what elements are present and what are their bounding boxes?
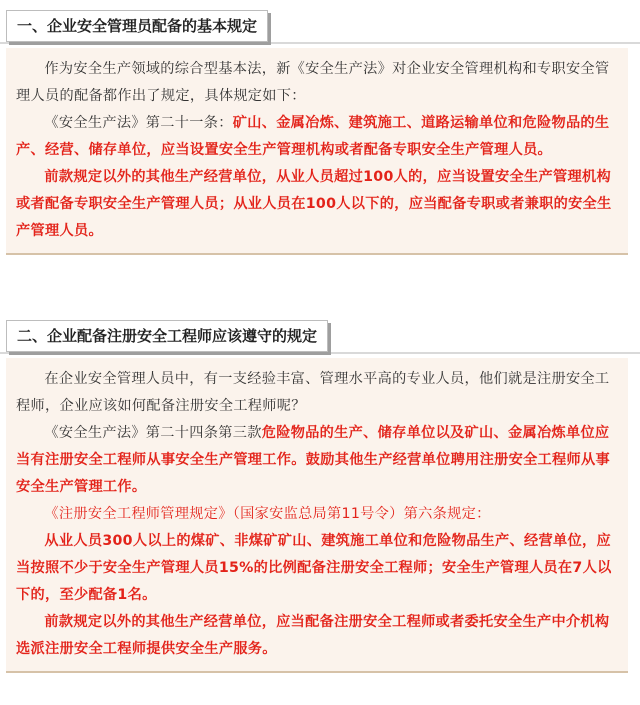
header-divider xyxy=(0,42,640,44)
paragraph xyxy=(16,420,620,501)
section-header xyxy=(0,8,640,48)
section-title: 一、企业安全管理员配备的基本规定 xyxy=(6,10,268,42)
paragraph: 在企业安全管理人员中，有一支经验丰富、管理水平高的专业人员，他们就是注册安全工程师，企业应该如何配备注册安全工程师呢？ xyxy=(16,371,610,414)
header-divider xyxy=(0,352,640,354)
law-text: 矿山、金属冶炼、建筑施工、道路运输单位和危险物品的生产、经营、储存单位，应当设置安全生产管理机构或者配备专职安全生产管理人员。 xyxy=(16,115,610,158)
content-panel xyxy=(6,48,628,255)
paragraph: 从业人员300人以上的煤矿、非煤矿矿山、建筑施工单位和危险物品生产、经营单位，应当按照不少于安全生产管理人员15%的比例配备注册安全工程师；安全生产管理人员在7人以下的，至少配备1名。 xyxy=(16,533,612,603)
paragraph: 前款规定以外的其他生产经营单位，从业人员超过100人的，应当设置安全生产管理机构或者配备专职安全生产管理人员；从业人员在100人以下的，应当配备专职或者兼职的安全生产管理人员。 xyxy=(16,169,612,239)
paragraph xyxy=(16,110,620,164)
section-engineer-rules xyxy=(0,318,640,673)
paragraph: 前款规定以外的其他生产经营单位，应当配备注册安全工程师或者委托安全生产中介机构选派注册安全工程师提供安全生产服务。 xyxy=(16,614,610,657)
section-title: 二、企业配备注册安全工程师应该遵守的规定 xyxy=(6,320,328,352)
law-citation: 《安全生产法》第二十四条第三款 xyxy=(44,425,262,441)
paragraph: 作为安全生产领域的综合型基本法，新《安全生产法》对企业安全管理机构和专职安全管理人员的配备都作出了规定，具体规定如下： xyxy=(16,61,610,104)
section-basic-rules xyxy=(0,8,640,255)
law-citation: 《安全生产法》第二十一条： xyxy=(44,115,233,131)
paragraph: 《注册安全工程师管理规定》（国家安监总局第11号令）第六条规定： xyxy=(44,506,491,522)
law-text: 危险物品的生产、储存单位以及矿山、金属冶炼单位应当有注册安全工程师从事安全生产管理工作。鼓励其他生产经营单位聘用注册安全工程师从事安全生产管理工作。 xyxy=(16,425,610,495)
content-panel xyxy=(6,358,628,673)
section-header xyxy=(0,318,640,358)
